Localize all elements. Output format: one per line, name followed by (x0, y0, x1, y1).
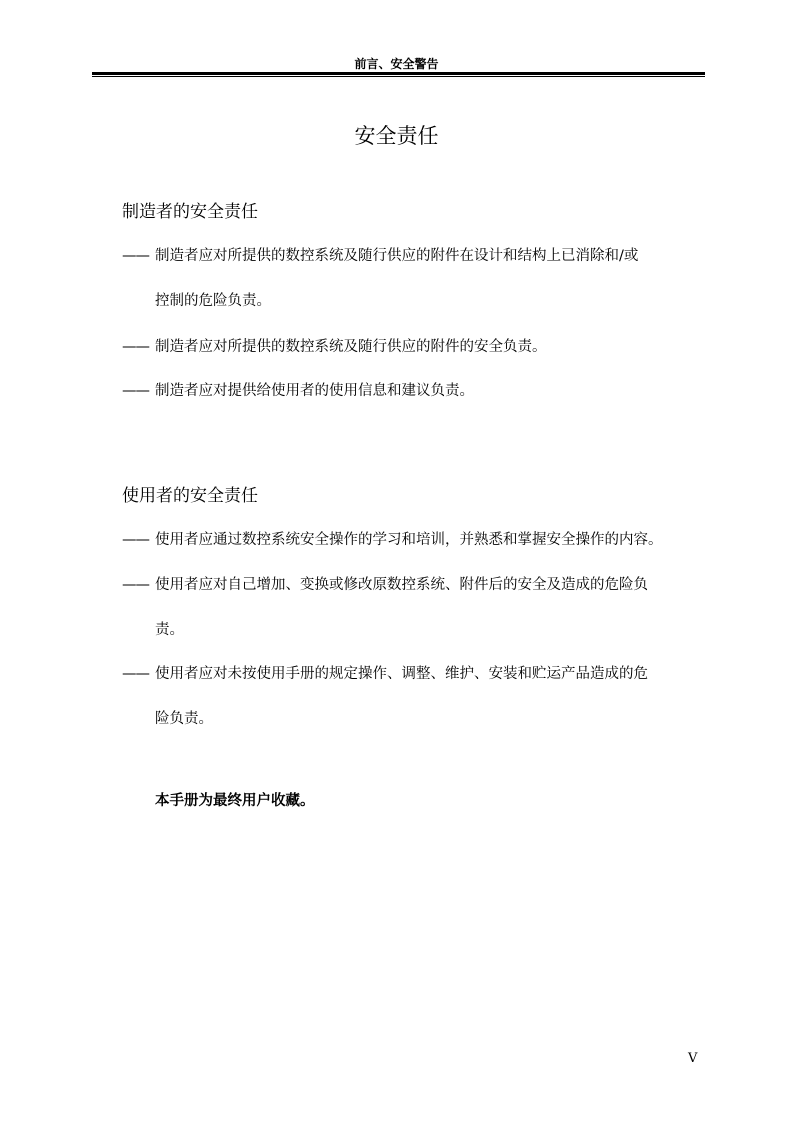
closing-note: 本手册为最终用户收藏。 (155, 793, 315, 809)
item-dash: —— (122, 383, 149, 399)
page-title: 安全责任 (354, 124, 439, 148)
item-dash: —— (122, 248, 149, 264)
item-text-continuation: 险负责。 (155, 711, 213, 727)
list-item (122, 574, 704, 596)
item-text: 制造者应对所提供的数控系统及随行供应的附件在设计和结构上已消除和/或 (155, 248, 639, 264)
manufacturer-section-heading: 制造者的安全责任 (122, 202, 258, 222)
list-item (122, 245, 704, 267)
item-text-continuation: 控制的危险负责。 (155, 293, 271, 309)
item-dash: —— (122, 666, 149, 682)
user-section-heading: 使用者的安全责任 (122, 486, 258, 506)
item-dash: —— (122, 532, 149, 548)
list-item (122, 380, 704, 402)
item-text: 使用者应通过数控系统安全操作的学习和培训，并熟悉和掌握安全操作的内容。 (155, 532, 663, 548)
item-dash: —— (122, 577, 149, 593)
list-item (122, 336, 704, 358)
item-text: 使用者应对自己增加、变换或修改原数控系统、附件后的安全及造成的危险负 (155, 577, 648, 593)
page-number: V (688, 1051, 698, 1066)
header-rule-thin (92, 76, 705, 77)
item-text: 制造者应对提供给使用者的使用信息和建议负责。 (155, 383, 474, 399)
header-rule-thick (92, 72, 705, 75)
item-text-continuation: 责。 (155, 622, 184, 638)
item-text: 制造者应对所提供的数控系统及随行供应的附件的安全负责。 (155, 339, 547, 355)
list-item (122, 663, 704, 685)
item-text: 使用者应对未按使用手册的规定操作、调整、维护、安装和贮运产品造成的危 (155, 666, 648, 682)
item-dash: —— (122, 339, 149, 355)
list-item (122, 529, 704, 551)
header-title: 前言、安全警告 (354, 57, 439, 71)
